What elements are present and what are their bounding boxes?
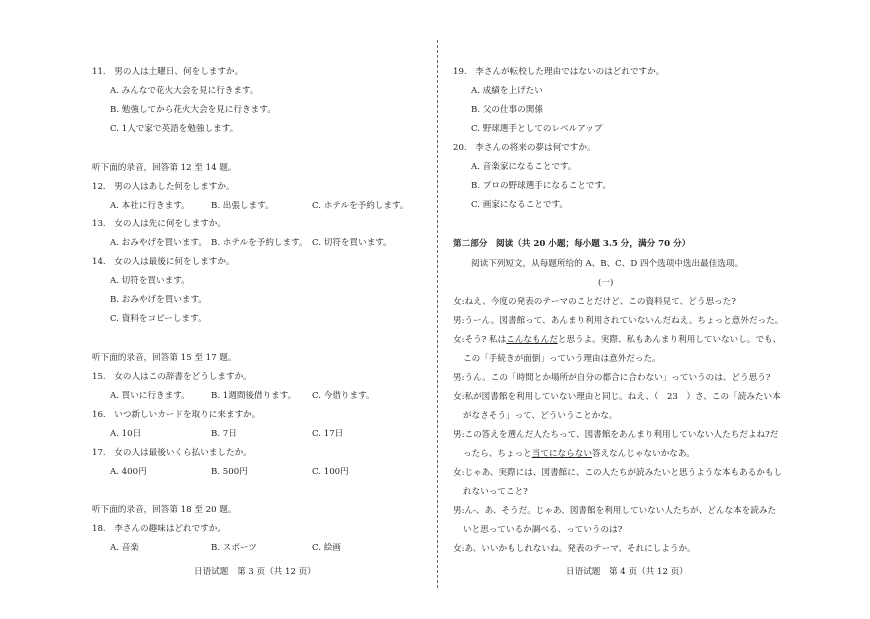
option-19-b: B. 父の仕事の関係 — [471, 105, 543, 115]
option-12-b: B. 出張します。 — [211, 201, 274, 211]
right-page-footer: 日语试题 第 4 页（共 12 页） — [566, 567, 688, 577]
option-13-b: B. ホテルを予約します。 — [211, 238, 308, 248]
dialogue-line-2: 男:うーん。図書館って、あんまり利用されていないんだねえ。ちょっと意外だった。 — [453, 316, 784, 326]
part2-heading: 第二部分 阅读（共 20 小题；每小题 3.5 分，满分 70 分） — [453, 239, 691, 249]
option-17-c: C. 100円 — [312, 467, 349, 477]
question-15: 15. 女の人はこの辞書をどうしますか。 — [92, 372, 252, 382]
option-11-a: A. みんなで花火大会を見に行きます。 — [110, 86, 259, 96]
option-16-c: C. 17日 — [312, 429, 344, 439]
option-18-b: B. スポーツ — [211, 543, 257, 553]
dialogue-line-6: 男:この答えを選んだ人たちって、図書館をあんまり利用していない人たちだよね?だ — [453, 430, 779, 440]
dialogue-line-3-start: 女:そう? 私は — [453, 335, 507, 345]
option-17-a: A. 400円 — [110, 467, 147, 477]
question-11: 11. 男の人は土曜日、何をしますか。 — [92, 67, 244, 77]
question-14: 14. 女の人は最後に何をしますか。 — [92, 257, 235, 267]
question-19: 19. 李さんが転校した理由ではないのはどれですか。 — [453, 67, 665, 77]
option-19-c: C. 野球選手としてのレベルアップ — [471, 124, 603, 134]
option-14-b: B. おみやげを買います。 — [110, 295, 208, 305]
dialogue-line-8-cont: いと思っているか調べる、っていうのは? — [463, 525, 623, 535]
dialogue-line-3-cont: この「手続きが面倒」っていう理由は意外だった。 — [463, 354, 661, 364]
dialogue-line-4: 男:うん。この「時間とか場所が自分の都合に合わない」っていうのは、どう思う? — [453, 373, 771, 383]
option-13-a: A. おみやげを買います。 — [110, 238, 207, 248]
question-16: 16. いつ新しいカードを取りに来ますか。 — [92, 410, 261, 420]
page-divider — [437, 40, 439, 588]
option-15-a: A. 買いに行きます。 — [110, 391, 190, 401]
dialogue-line-7-cont: れないってこと? — [463, 487, 528, 497]
option-14-c: C. 資料をコピーします。 — [110, 314, 207, 324]
dialogue-line-6-cont — [463, 448, 695, 460]
question-13: 13. 女の人は先に何をしますか。 — [92, 219, 226, 229]
option-20-b: B. プロの野球選手になることです。 — [471, 181, 611, 191]
option-15-c: C. 今借ります。 — [312, 391, 375, 401]
dialogue-line-1: 女:ねえ、今度の発表のテーマのことだけど、この資料見て、どう思った? — [453, 297, 736, 307]
passage-number: (一) — [598, 278, 614, 288]
question-20: 20. 李さんの将来の夢は何ですか。 — [453, 143, 596, 153]
dialogue-line-6-cont-start: ったら、ちょっと — [463, 449, 532, 459]
dialogue-line-5: 女:私が図書館を利用していない理由と同じ。ねえ、（ 23 ）さ、この「読みたい本 — [453, 392, 781, 402]
question-18: 18. 李さんの趣味はどれですか。 — [92, 524, 226, 534]
part2-instruction: 阅读下列短文，从每题所给的 A、B、C、D 四个选项中选出最佳选项。 — [471, 259, 744, 269]
option-19-a: A. 成績を上げたい — [471, 86, 543, 96]
question-12: 12. 男の人はあした何をしますか。 — [92, 182, 235, 192]
option-14-a: A. 切符を買います。 — [110, 276, 190, 286]
instruction-12-14: 听下面的录音，回答第 12 至 14 题。 — [92, 163, 237, 173]
option-12-c: C. ホテルを予約します。 — [312, 201, 409, 211]
instruction-15-17: 听下面的录音，回答第 15 至 17 题。 — [92, 353, 237, 363]
option-20-a: A. 音楽家になることです。 — [471, 162, 577, 172]
option-13-c: C. 切符を買います。 — [312, 238, 392, 248]
dialogue-line-8: 男:ん-、あ、そうだ。じゃあ、図書館を利用していない人たちが、どんな本を読みた — [453, 506, 777, 516]
dialogue-line-3-end: と思うよ。実際、私もあんまり利用していないし。でも、 — [557, 335, 782, 345]
option-11-b: B. 勉強してから花火大会を見に行きます。 — [110, 105, 276, 115]
dialogue-line-6-cont-end: 答えなんじゃないかなあ。 — [591, 449, 695, 459]
option-17-b: B. 500円 — [211, 467, 248, 477]
option-16-b: B. 7日 — [211, 429, 237, 439]
option-15-b: B. 1週間後借ります。 — [211, 391, 297, 401]
option-12-a: A. 本社に行きます。 — [110, 201, 190, 211]
option-18-a: A. 音楽 — [110, 543, 139, 553]
dialogue-line-9: 女:あ、いいかもしれないね。発表のテーマ、それにしようか。 — [453, 544, 696, 554]
dialogue-line-3 — [453, 334, 781, 346]
option-18-c: C. 絵画 — [312, 543, 341, 553]
dialogue-line-7: 女:じゃあ、実際には、図書館に、この人たちが読みたいと思うような本もあるかもし — [453, 468, 783, 478]
option-16-a: A. 10日 — [110, 429, 142, 439]
question-17: 17. 女の人は最後いくら払いましたか。 — [92, 448, 252, 458]
instruction-18-20: 听下面的录音，回答第 18 至 20 题。 — [92, 505, 237, 515]
left-page-footer: 日语试题 第 3 页（共 12 页） — [194, 567, 316, 577]
underlined-phrase-konna-monda: こんなもんだ — [506, 335, 558, 345]
option-20-c: C. 画家になることです。 — [471, 200, 568, 210]
underlined-phrase-ate-ni-naranai: 当てにならない — [531, 449, 592, 459]
option-11-c: C. 1人で家で英語を勉強します。 — [110, 124, 239, 134]
dialogue-line-5-cont: がなさそう」って、どういうことかな。 — [463, 411, 618, 421]
